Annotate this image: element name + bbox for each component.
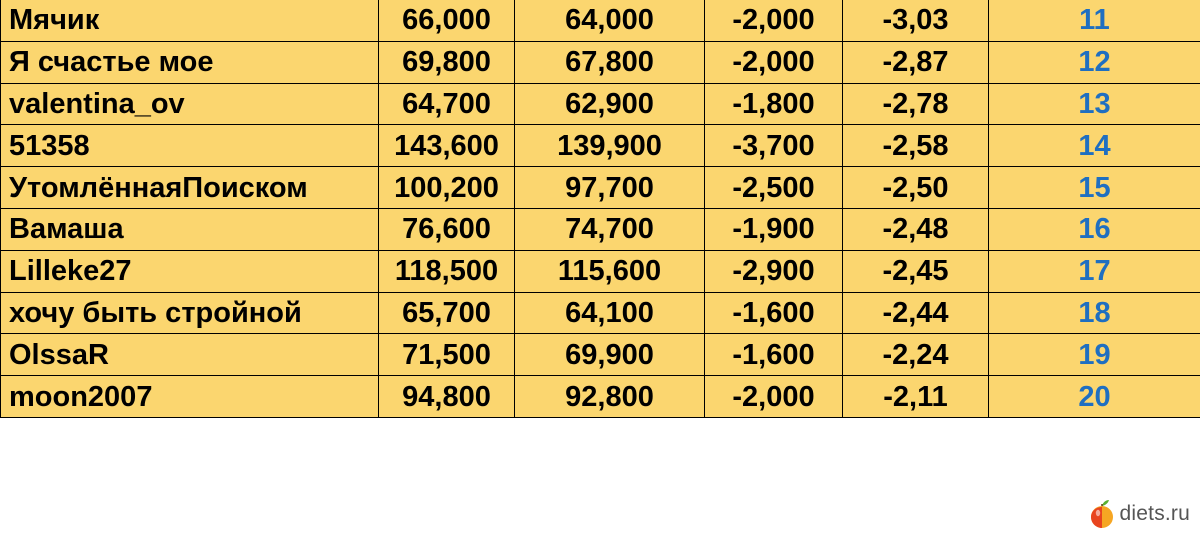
current-weight: 67,800 (515, 41, 705, 83)
rank-number: 14 (989, 125, 1200, 167)
current-weight: 139,900 (515, 125, 705, 167)
participant-name: УтомлённаяПоиском (1, 167, 379, 209)
weight-difference: -1,600 (705, 292, 843, 334)
weight-difference: -3,700 (705, 125, 843, 167)
results-table-body (1, 0, 1200, 417)
start-weight: 100,200 (379, 167, 515, 209)
table-row (1, 0, 1200, 41)
start-weight: 94,800 (379, 376, 515, 418)
participant-name: Мячик (1, 0, 379, 41)
site-watermark (1089, 499, 1190, 529)
start-weight: 66,000 (379, 0, 515, 41)
percent-change: -2,45 (843, 250, 989, 292)
participant-name: OlssaR (1, 334, 379, 376)
table-row (1, 208, 1200, 250)
apple-icon (1089, 499, 1115, 529)
rank-number: 17 (989, 250, 1200, 292)
weight-difference: -2,000 (705, 0, 843, 41)
percent-change: -2,87 (843, 41, 989, 83)
percent-change: -3,03 (843, 0, 989, 41)
percent-change: -2,58 (843, 125, 989, 167)
start-weight: 71,500 (379, 334, 515, 376)
participant-name: Вамаша (1, 208, 379, 250)
participant-name: Lilleke27 (1, 250, 379, 292)
percent-change: -2,44 (843, 292, 989, 334)
weight-difference: -2,000 (705, 41, 843, 83)
table-row (1, 41, 1200, 83)
percent-change: -2,24 (843, 334, 989, 376)
weight-difference: -2,000 (705, 376, 843, 418)
current-weight: 92,800 (515, 376, 705, 418)
rank-number: 18 (989, 292, 1200, 334)
weight-difference: -2,900 (705, 250, 843, 292)
percent-change: -2,78 (843, 83, 989, 125)
participant-name: 51358 (1, 125, 379, 167)
weight-difference: -1,600 (705, 334, 843, 376)
weight-difference: -1,900 (705, 208, 843, 250)
participant-name: valentina_ov (1, 83, 379, 125)
start-weight: 65,700 (379, 292, 515, 334)
current-weight: 97,700 (515, 167, 705, 209)
rank-number: 11 (989, 0, 1200, 41)
current-weight: 62,900 (515, 83, 705, 125)
table-row (1, 125, 1200, 167)
participant-name: Я счастье мое (1, 41, 379, 83)
watermark-text: diets.ru (1119, 502, 1190, 525)
rank-number: 15 (989, 167, 1200, 209)
current-weight: 64,100 (515, 292, 705, 334)
start-weight: 143,600 (379, 125, 515, 167)
start-weight: 64,700 (379, 83, 515, 125)
start-weight: 76,600 (379, 208, 515, 250)
table-row (1, 292, 1200, 334)
percent-change: -2,50 (843, 167, 989, 209)
rank-number: 12 (989, 41, 1200, 83)
rank-number: 19 (989, 334, 1200, 376)
start-weight: 69,800 (379, 41, 515, 83)
table-row (1, 250, 1200, 292)
weight-difference: -1,800 (705, 83, 843, 125)
rank-number: 16 (989, 208, 1200, 250)
weight-difference: -2,500 (705, 167, 843, 209)
current-weight: 115,600 (515, 250, 705, 292)
table-row (1, 167, 1200, 209)
table-row (1, 334, 1200, 376)
table-row (1, 376, 1200, 418)
participant-name: moon2007 (1, 376, 379, 418)
table-row (1, 83, 1200, 125)
percent-change: -2,48 (843, 208, 989, 250)
start-weight: 118,500 (379, 250, 515, 292)
participant-name: хочу быть стройной (1, 292, 379, 334)
percent-change: -2,11 (843, 376, 989, 418)
rank-number: 13 (989, 83, 1200, 125)
current-weight: 69,900 (515, 334, 705, 376)
current-weight: 74,700 (515, 208, 705, 250)
current-weight: 64,000 (515, 0, 705, 41)
rank-number: 20 (989, 376, 1200, 418)
